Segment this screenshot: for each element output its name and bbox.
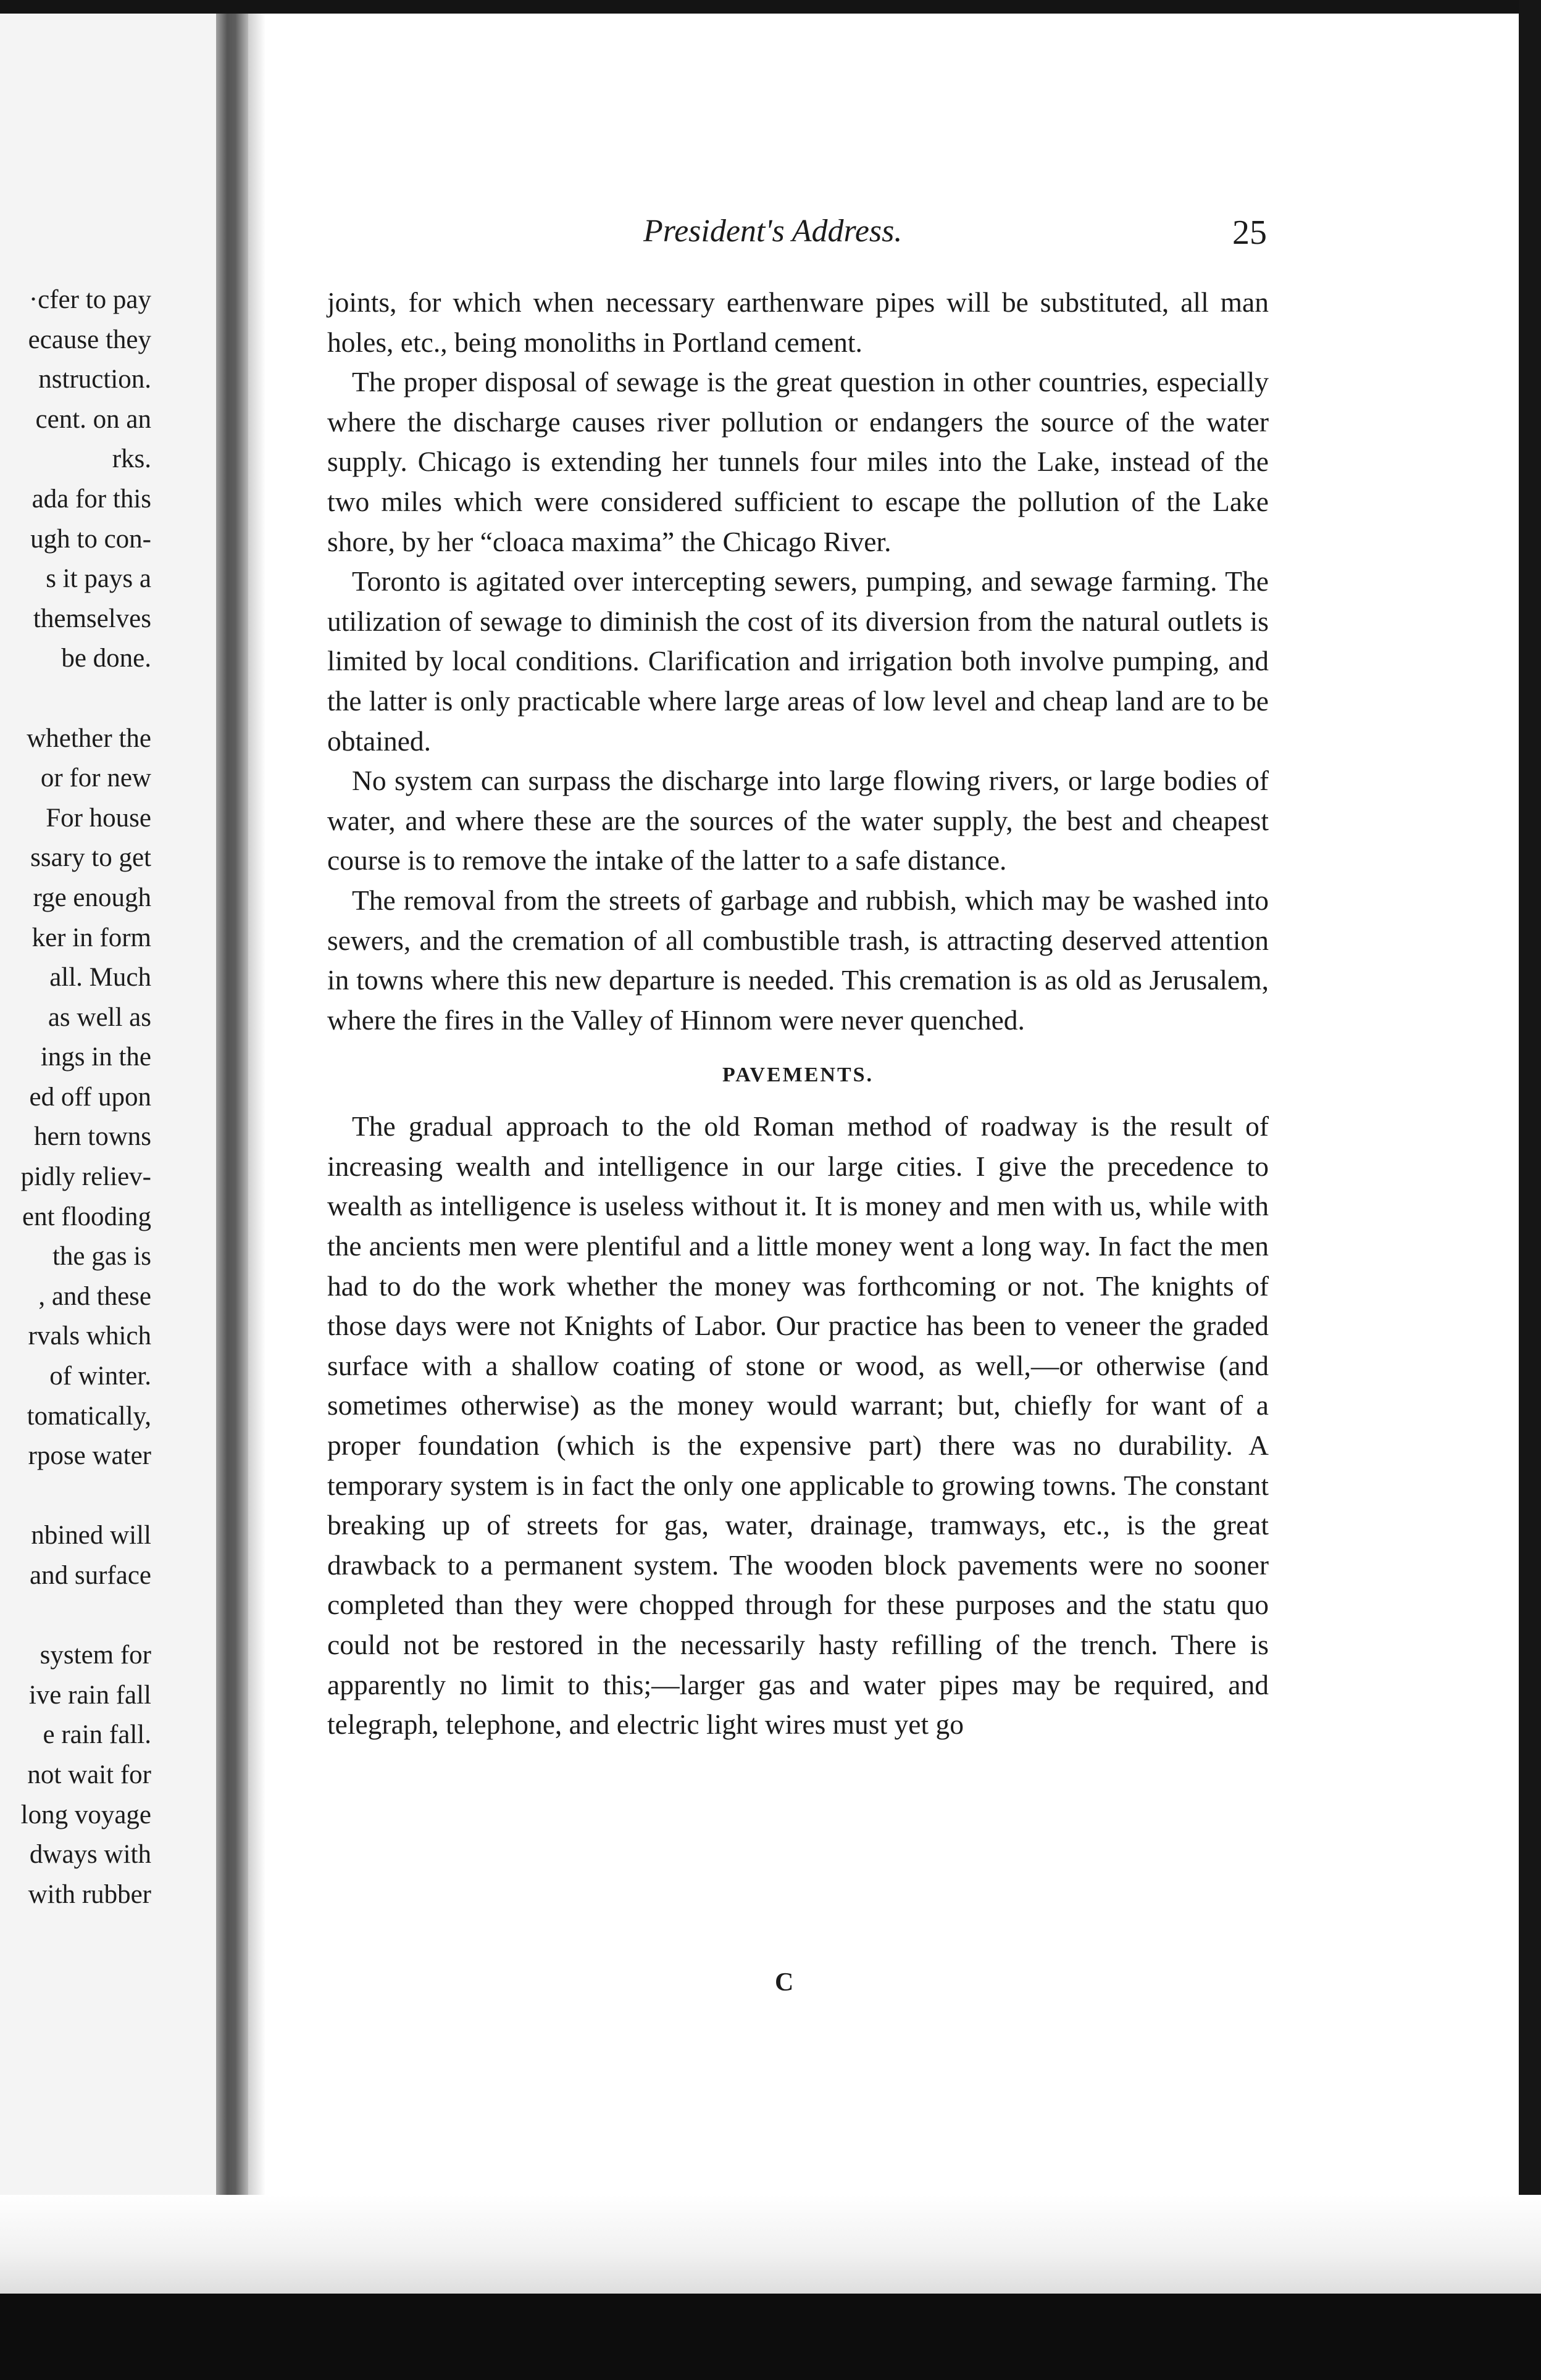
paragraph-sewage-disposal: The proper disposal of sewage is the great question in other countries, especially where the discharge causes river pollution or endangers the source of the water supply. Chicago is extending her tunnels four miles into the Lake, instead of the two miles which were considered sufficient to escape the pollution of the Lake shore, by her “cloaca maxima” the Chicago River. — [327, 366, 1269, 557]
previous-page-line — [0, 1596, 151, 1636]
previous-page-line: long voyage — [20, 1800, 151, 1829]
previous-page-line: rge enough — [33, 883, 151, 912]
previous-page-text — [0, 280, 151, 1915]
previous-page-line: For house — [46, 803, 151, 833]
previous-page-line: e rain fall. — [43, 1720, 151, 1750]
previous-page-line: not wait for — [27, 1760, 151, 1789]
paragraph-pavements: The gradual approach to the old Roman method of roadway is the result of increasing wealth and intelligence in our large cities. I give the precedence to wealth as intelligence is useless without it. It is money and men with us, while with the ancients men were plentiful and a little money went a long way. In fact the men had to do the work whether the money was forthcoming or not. The knights of those days were not Knights of Labor. Our practice has been to veneer the graded surface with a shallow coating of stone or wood, as well,—or otherwise (and sometimes otherwise) as the money would warrant; but, chiefly for want of a proper foundation (which is the expensive part) there was no durability. A temporary system is in fact the only one applicable to growing towns. The constant breaking up of streets for gas, water, drainage, tramways, etc., is the great drawback to a permanent system. The wooden block pavements were no sooner completed than they were chopped through for these purposes and the statu quo could not be restored in the necessarily hasty refilling of the trench. There is apparently no limit to this;—larger gas and water pipes may be required, and telegraph, telephone, and electric light wires must yet go — [327, 1110, 1269, 1741]
previous-page-line: ·cfer to pay — [28, 285, 151, 314]
previous-page-line: rks. — [112, 444, 151, 474]
signature-mark: C — [775, 1968, 794, 1997]
previous-page-line: be done. — [61, 644, 151, 673]
previous-page-line: ings in the — [40, 1042, 151, 1072]
running-title: President's Address. — [643, 214, 903, 249]
previous-page-line: rpose water — [28, 1441, 151, 1471]
page-number: 25 — [1232, 214, 1267, 252]
previous-page-line: dways with — [29, 1840, 151, 1870]
previous-page-line: cent. on an — [35, 404, 151, 434]
previous-page-line: or for new — [40, 764, 151, 793]
previous-page-line: of winter. — [49, 1362, 151, 1391]
previous-page-line: ed off upon — [29, 1082, 151, 1112]
previous-page-line: tomatically, — [27, 1401, 151, 1431]
previous-page-line: , and these — [38, 1281, 151, 1311]
previous-page-line: nbined will — [31, 1521, 151, 1550]
scan-border-right — [1519, 0, 1541, 2380]
previous-page-line: s it pays a — [46, 564, 151, 594]
previous-page-line: nstruction. — [38, 365, 151, 394]
previous-page-line: and surface — [30, 1561, 151, 1590]
previous-page-line: all. Much — [49, 963, 151, 992]
previous-page-line: hern towns — [34, 1122, 151, 1152]
previous-page-edge — [0, 14, 216, 2211]
previous-page-line: ker in form — [31, 923, 151, 952]
previous-page-line: system for — [40, 1641, 151, 1670]
main-text-column — [327, 283, 1269, 1745]
page-bottom-edge — [0, 2195, 1541, 2294]
previous-page-line: with rubber — [28, 1879, 151, 1909]
previous-page-line: ugh to con- — [30, 524, 151, 554]
section-heading-pavements: PAVEMENTS. — [722, 1063, 874, 1087]
page-header — [643, 213, 1267, 256]
gutter-shadow — [248, 14, 265, 2211]
paragraph-continuation: joints, for which when necessary earthenware pipes will be substituted, all man holes, etc., being monoliths in Portland cement. — [327, 286, 1269, 358]
previous-page-line: ssary to get — [30, 843, 151, 873]
previous-page-line: whether the — [27, 723, 151, 753]
previous-page-line: as well as — [48, 1002, 151, 1032]
previous-page-line — [0, 679, 151, 719]
previous-page-line: ive rain fall — [28, 1680, 151, 1710]
scan-border-bottom — [0, 2294, 1541, 2380]
previous-page-line: ada for this — [31, 484, 151, 514]
previous-page-line: pidly reliev- — [20, 1162, 151, 1192]
paragraph-discharge: No system can surpass the discharge into large flowing rivers, or large bodies of water, and where these are the sources of the water supply, the best and cheapest course is to remove the intake of the latter to a safe distance. — [327, 765, 1269, 876]
paragraph-garbage-removal: The removal from the streets of garbage and rubbish, which may be washed into sewers, and the cremation of all combustible trash, is attracting deserved attention in towns where this new departure is needed. This cremation is as old as Jerusalem, where the fires in the Valley of Hinnom were never quenched. — [327, 884, 1269, 1036]
previous-page-line: rvals which — [28, 1321, 151, 1351]
previous-page-line: the gas is — [52, 1242, 151, 1271]
previous-page-line: ecause they — [28, 325, 151, 354]
previous-page-line — [0, 1476, 151, 1517]
scan-border-top — [0, 0, 1541, 14]
paragraph-toronto: Toronto is agitated over intercepting sewers, pumping, and sewage farming. The utilization of sewage to diminish the cost of its diversion from the natural outlets is limited by local conditions. Clarification and irrigation both involve pumping, and the latter is only practicable where large areas of low level and cheap land are to be obtained. — [327, 565, 1269, 757]
previous-page-line: themselves — [33, 604, 151, 633]
previous-page-line: ent flooding — [22, 1202, 151, 1231]
book-gutter — [216, 14, 248, 2211]
